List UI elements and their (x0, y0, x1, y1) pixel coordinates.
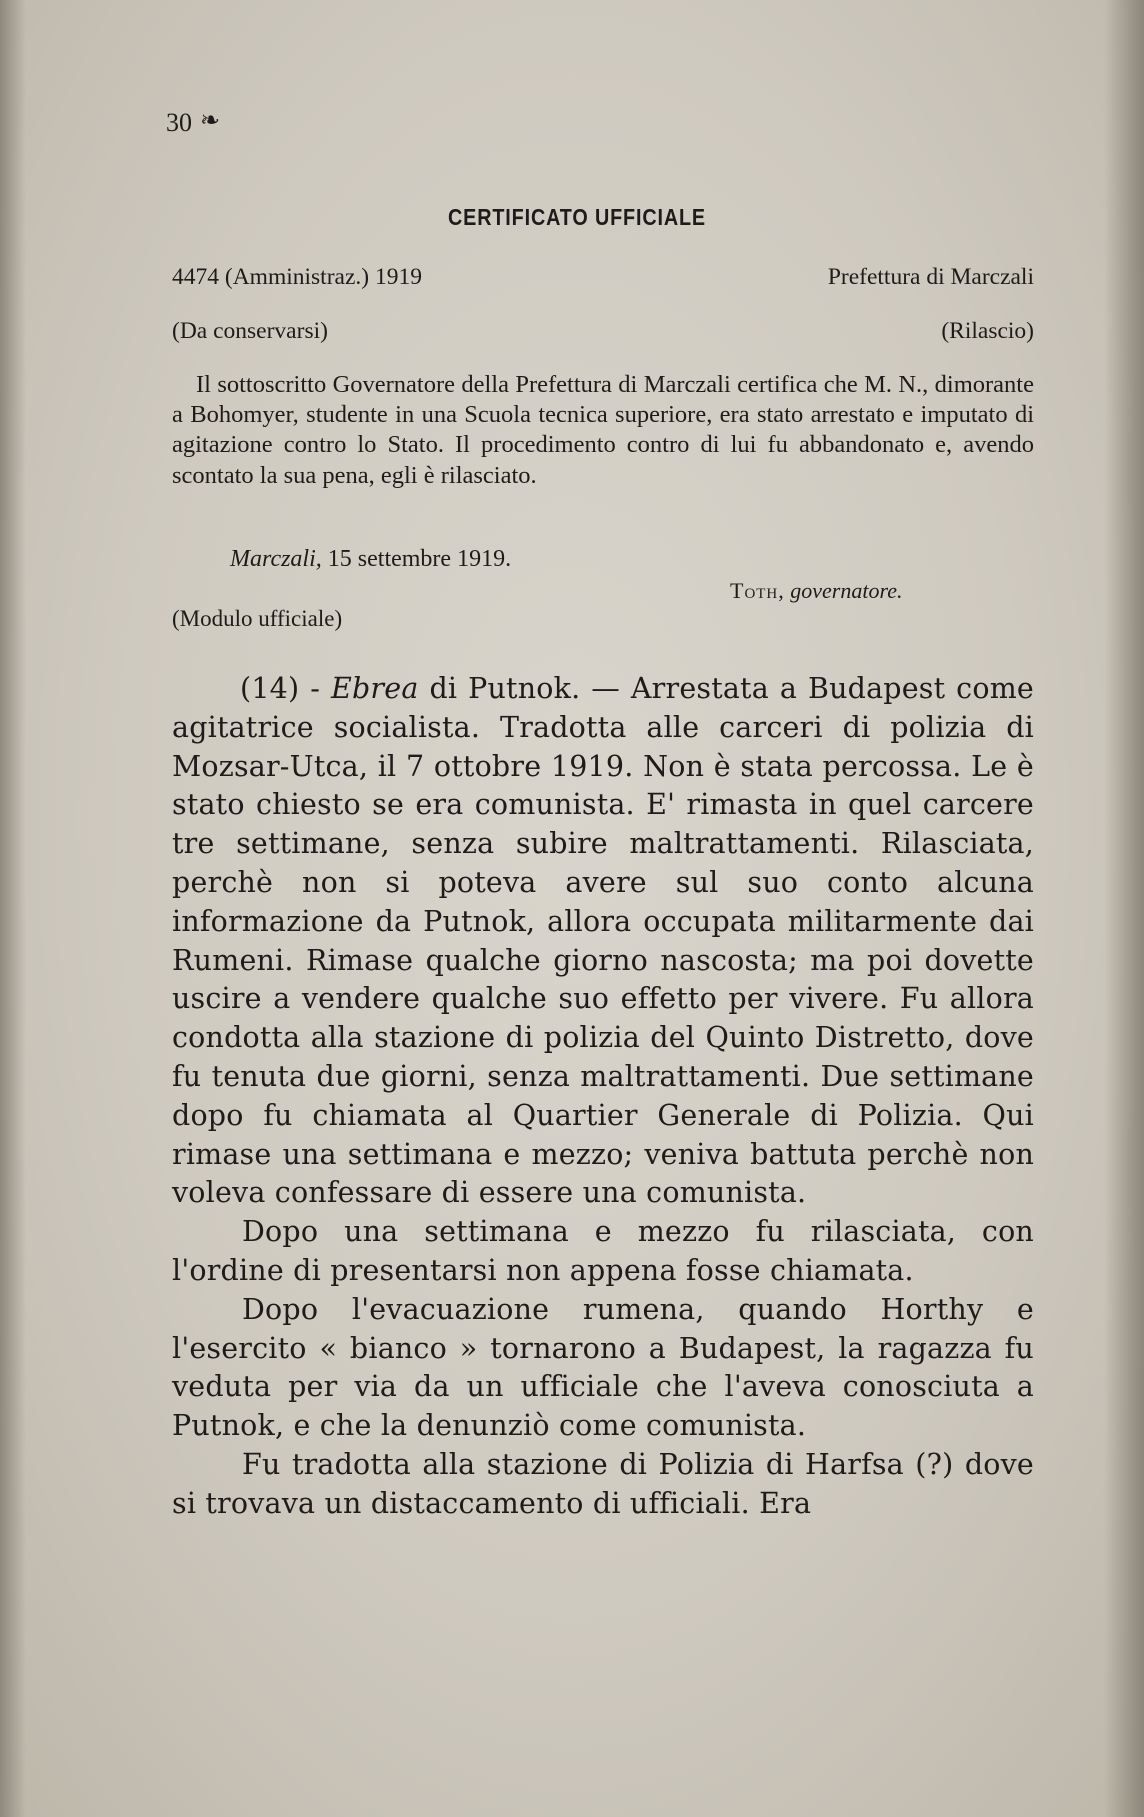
certificate-body: Il sottoscritto Governatore della Prefettura di Marczali certifica che M. N., dimorante a Bohomyer, studente in una Scuola tecnica superiore, era stato arrestato e imputato di agitazione contro lo Stato. Il procedimento contro di lui fu abbandonato e, avendo scontato la sua pena, egli è rilasciato. (172, 371, 1034, 489)
case-text: di Putnok. — Arrestata a Budapest come agitatrice socialista. Tradotta alle carceri di polizia di Mozsar-Utca, il 7 ottobre 1919. Non è stata percossa. Le è stato chiesto se era comunista. E' rimasta in quel carcere tre settimane, senza subire maltrattamenti. Rilasciata, perchè non si poteva avere sul suo conto alcuna informazione da Putnok, allora occupata militarmente dai Rumeni. Rimase qualche giorno nascosta; ma poi dovette uscire a vendere qualche suo effetto per vivere. Fu allora condotta alla stazione di polizia del Quinto Distretto, dove fu tenuta due giorni, senza maltrattamenti. Due settimane dopo fu chiamata al Quartier Generale di Polizia. Qui rimase una settimana e mezzo; veniva battuta perchè non voleva confessare di essere una comunista. (172, 672, 1034, 1210)
narrative-paragraph: Dopo una settimana e mezzo fu rilasciata, con l'ordine di presentarsi non appena fosse chiamata. (172, 1215, 1034, 1287)
narrative-paragraph: Dopo l'evacuazione rumena, quando Horthy e l'esercito « bianco » tornarono a Budapest, la ragazza fu veduta per via da un ufficiale che l'aveva conosciuta a Putnok, e che la denunziò come comunista. (172, 1292, 1034, 1443)
release-note: (Rilascio) (941, 318, 1034, 344)
signer-role: governatore. (790, 578, 903, 603)
page-number: 30 (166, 108, 192, 137)
copy-note: (Da conservarsi) (172, 318, 328, 344)
fleuron-ornament-icon: ❧ (200, 106, 221, 134)
certificate-reference: 4474 (Amministraz.) 1919 (172, 264, 422, 290)
issuing-prefecture: Prefettura di Marczali (827, 264, 1034, 290)
certificate-notes-row (172, 318, 1034, 345)
narrative-text (172, 670, 1034, 1524)
certificate-date: 15 settembre 1919. (327, 546, 512, 572)
signer-name: Toth, (730, 578, 785, 603)
page-edge-shadow-right (1104, 0, 1144, 1817)
certificate-place: Marczali, (230, 546, 322, 572)
page-edge-shadow-left (0, 0, 26, 1817)
case-number: (14) - (240, 672, 331, 705)
certificate-reference-row (172, 264, 1034, 291)
narrative-paragraph (172, 670, 1034, 1213)
certificate-signer (730, 578, 903, 604)
certificate-place-date (230, 546, 511, 573)
form-note: (Modulo ufficiale) (172, 606, 343, 631)
certificate-title: CERTIFICATO UFFICIALE (448, 204, 706, 230)
narrative-paragraph: Fu tradotta alla stazione di Polizia di Harfsa (?) dove si trovava un distaccamento di ufficiali. Era (172, 1447, 1034, 1520)
case-subject: Ebrea (330, 672, 419, 705)
